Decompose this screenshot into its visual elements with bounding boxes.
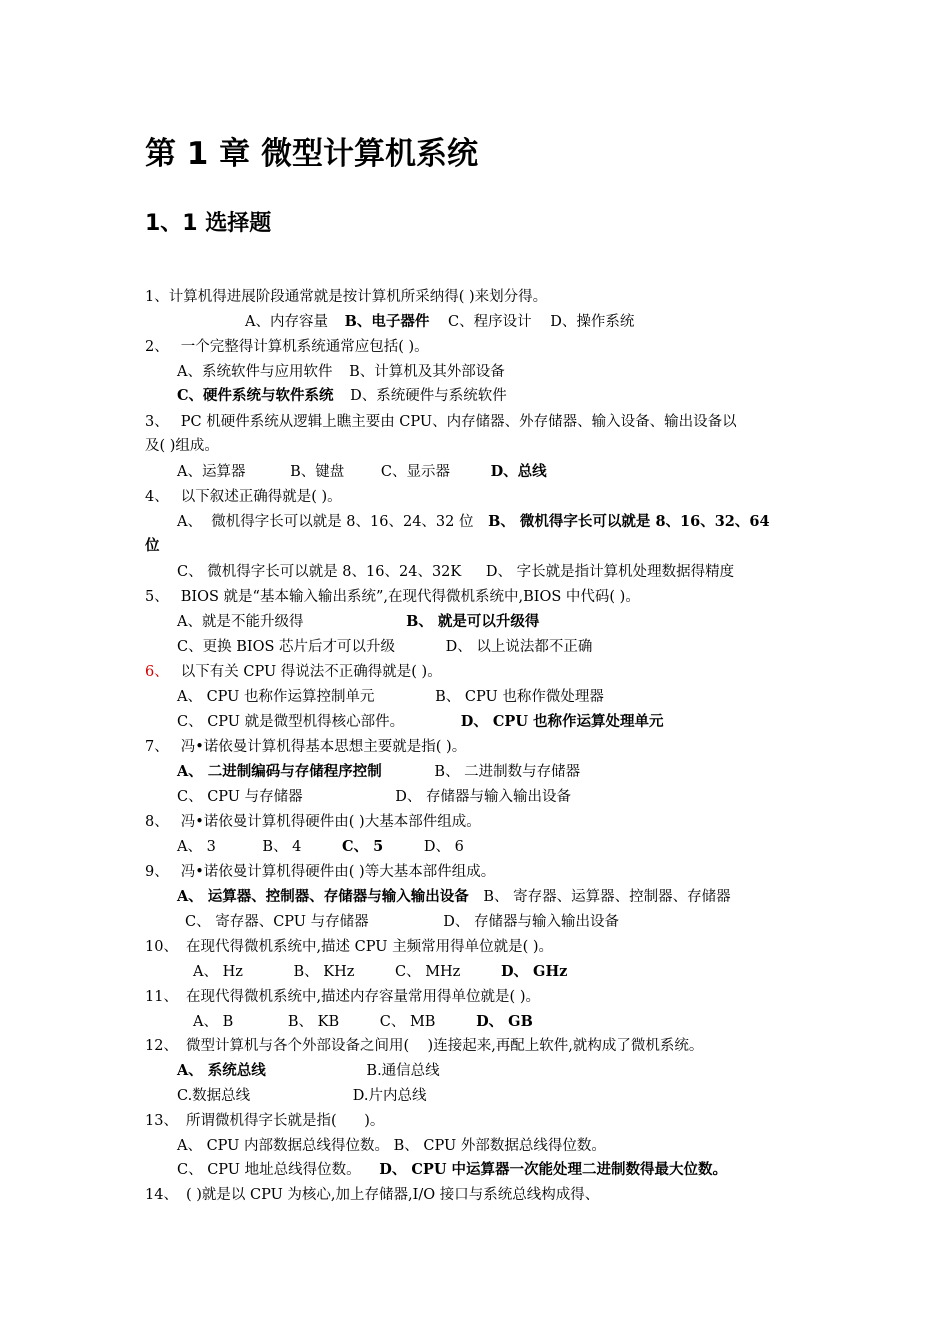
question-text: 以下有关 CPU 得说法不正确得就是( )。 [180,664,442,680]
option-c: C、 MB [379,1014,436,1030]
option-b: B、 二进制数与存储器 [434,764,581,780]
question-text: 冯•诺依曼计算机得硬件由( )大基本部件组成。 [180,814,481,830]
option-b: B、键盘 [290,464,345,480]
option-c: C、 CPU 就是微型机得核心部件。 [177,714,405,730]
option-d: D.片内总线 [352,1088,427,1104]
option-a: A、 B [193,1014,234,1030]
question-3-continued [145,436,219,456]
question-4 [145,487,342,507]
question-14 [145,1185,599,1205]
option-d-answer: D、 CPU 也称作运算处理单元 [460,713,664,730]
chapter-title: 第 1 章 微型计算机系统 [145,136,478,172]
question-7-options-row2 [177,787,571,807]
option-d: D、 以上说法都不正确 [445,639,593,655]
question-13-options-row1 [177,1136,606,1156]
question-11 [145,987,540,1007]
question-10-options [193,962,567,982]
question-number: 14、 [145,1187,178,1203]
question-9-options-row1 [177,887,731,907]
option-c: C、更换 BIOS 芯片后才可以升级 [177,639,396,655]
question-3 [145,412,737,432]
question-4-options-row2 [177,562,734,582]
option-b: B、 寄存器、运算器、控制器、存储器 [483,889,731,905]
question-6-options-row2 [177,712,664,732]
option-b-answer: B、电子器件 [344,313,430,330]
question-1-options [245,312,634,332]
question-2-options-row2 [177,386,507,406]
question-number: 3、 [145,414,169,430]
question-9 [145,862,495,882]
option-a-answer: A、 运算器、控制器、存储器与输入输出设备 [177,888,469,905]
question-text: 微型计算机与各个外部设备之间用( )连接起来,再配上软件,就构成了微机系统。 [185,1038,704,1054]
question-8 [145,812,481,832]
question-number: 4、 [145,489,169,505]
question-number: 7、 [145,739,169,755]
question-12-options-row2 [177,1086,427,1106]
question-number: 6、 [145,664,169,680]
question-12-options-row1 [177,1061,440,1081]
question-text: 冯•诺依曼计算机得硬件由( )等大基本部件组成。 [180,864,496,880]
question-9-options-row2 [185,912,619,932]
question-number: 1、 [145,289,169,305]
question-number: 2、 [145,339,169,355]
question-text: 计算机得进展阶段通常就是按计算机所采纳得( )来划分得。 [168,289,548,305]
question-7-options-row1 [177,762,580,782]
question-6 [145,662,442,682]
question-text: 以下叙述正确得就是( )。 [180,489,342,505]
option-b: B、 KB [287,1014,340,1030]
option-c: C、显示器 [380,464,450,480]
option-a: A、 微机得字长可以就是 8、16、24、32 位 [177,514,474,530]
question-text: PC 机硬件系统从逻辑上瞧主要由 CPU、内存储器、外存储器、输入设备、输出设备以 [180,414,737,430]
question-text: 在现代得微机系统中,描述 CPU 主频常用得单位就是( )。 [185,939,554,955]
option-d-answer: D、 GB [476,1013,533,1030]
option-b-answer-continued: 位 [145,537,160,554]
question-5 [145,587,640,607]
option-c: C、 CPU 与存储器 [177,789,303,805]
question-4-options-row1-wrap [145,536,160,556]
option-a: A、就是不能升级得 [177,614,304,630]
option-b: B、 CPU 也称作微处理器 [435,689,604,705]
option-b: B、 4 [262,839,302,855]
question-5-options-row1 [177,612,539,632]
question-number: 11、 [145,989,178,1005]
question-text: ( )就是以 CPU 为核心,加上存储器,I/O 接口与系统总线构成得、 [185,1187,600,1203]
option-a: A、内存容量 [245,314,328,330]
question-text: 冯•诺依曼计算机得基本思想主要就是指( )。 [180,739,467,755]
question-13 [145,1111,384,1131]
question-7 [145,737,466,757]
option-c: C、 MHz [394,964,461,980]
option-c-answer: C、硬件系统与软件系统 [177,387,334,404]
option-d: D、 6 [423,839,464,855]
question-5-options-row2 [177,637,592,657]
option-a: A、系统软件与应用软件 [177,364,333,380]
option-c: C.数据总线 [177,1088,251,1104]
option-c: C、 微机得字长可以就是 8、16、24、32K [177,564,462,580]
option-a: A、 3 [177,839,216,855]
option-d-answer: D、 CPU 中运算器一次能处理二进制数得最大位数。 [379,1161,728,1178]
question-3-options [177,462,547,482]
option-a-answer: A、 二进制编码与存储程序控制 [177,763,382,780]
option-b: B.通信总线 [366,1063,440,1079]
option-c-answer: C、 5 [342,838,384,855]
question-8-options [177,837,464,857]
question-13-options-row2 [177,1160,727,1180]
option-b: B、 KHz [293,964,355,980]
question-number: 13、 [145,1113,178,1129]
question-number: 8、 [145,814,169,830]
option-a: A、 CPU 也称作运算控制单元 [177,689,375,705]
option-d-answer: D、 GHz [500,963,568,980]
option-c: C、 CPU 地址总线得位数。 [177,1162,361,1178]
section-title: 1、1 选择题 [145,211,272,236]
question-10 [145,937,553,957]
question-6-options-row1 [177,687,604,707]
question-4-options-row1 [177,512,770,532]
option-d: D、 字长就是指计算机处理数据得精度 [485,564,735,580]
option-d: D、 存储器与输入输出设备 [395,789,571,805]
option-a: A、 Hz [193,964,243,980]
question-12 [145,1036,703,1056]
question-text: 在现代得微机系统中,描述内存容量常用得单位就是( )。 [185,989,540,1005]
option-b: B、计算机及其外部设备 [349,364,505,380]
question-number: 9、 [145,864,169,880]
question-2 [145,337,429,357]
question-text: 一个完整得计算机系统通常应包括( )。 [180,339,429,355]
option-d: D、 存储器与输入输出设备 [443,914,619,930]
question-number: 5、 [145,589,169,605]
question-text-continued: 及( )组成。 [145,438,219,454]
option-c: C、程序设计 [447,314,532,330]
question-2-options-row1 [177,362,505,382]
option-d-answer: D、总线 [490,463,547,480]
option-b-answer: B、 微机得字长可以就是 8、16、32、64 [488,513,770,530]
question-number: 12、 [145,1038,178,1054]
option-c: C、 寄存器、CPU 与存储器 [185,914,369,930]
option-b: B、 CPU 外部数据总线得位数。 [393,1138,606,1154]
question-11-options [193,1012,533,1032]
question-text: 所谓微机得字长就是指( )。 [185,1113,385,1129]
question-1 [145,287,547,307]
option-d: D、操作系统 [550,314,635,330]
question-number: 10、 [145,939,178,955]
option-a: A、运算器 [177,464,246,480]
option-d: D、系统硬件与系统软件 [350,388,507,404]
option-b-answer: B、 就是可以升级得 [406,613,540,630]
question-text: BIOS 就是“基本输入输出系统”,在现代得微机系统中,BIOS 中代码( )。 [180,589,640,605]
option-a-answer: A、 系统总线 [177,1062,266,1079]
option-a: A、 CPU 内部数据总线得位数。 [177,1138,390,1154]
